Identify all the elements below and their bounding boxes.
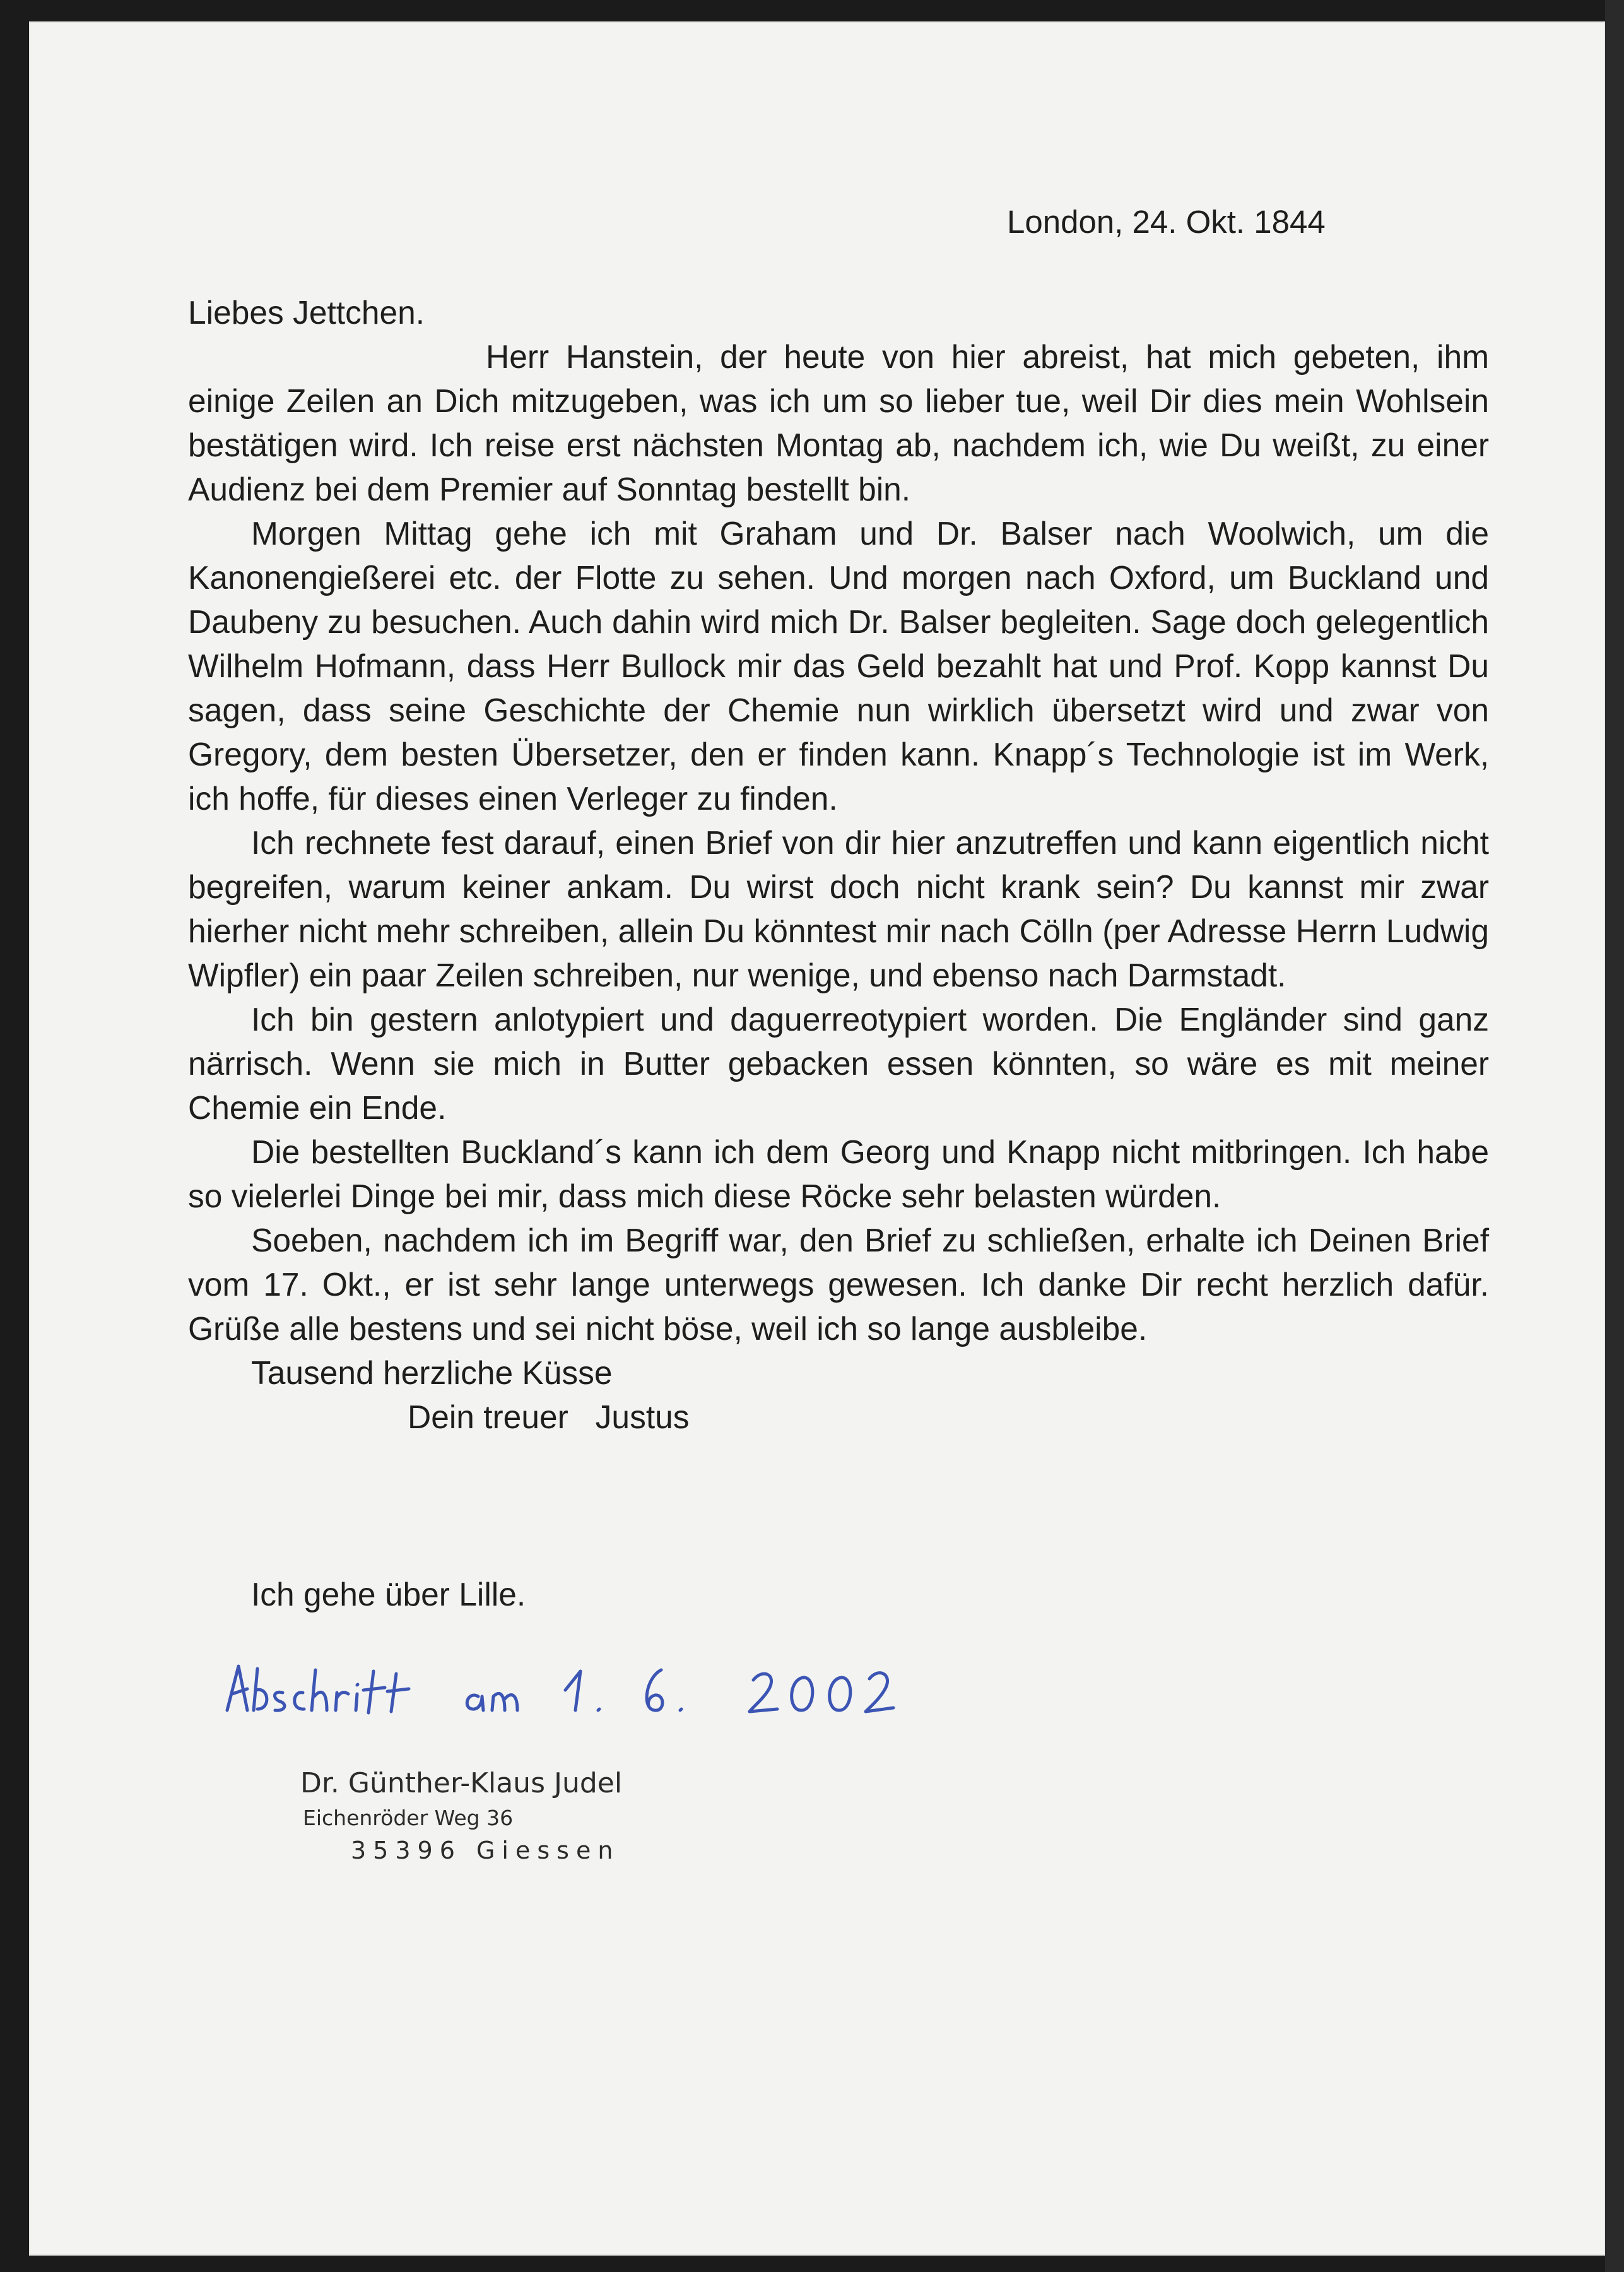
letter-closing: Tausend herzliche Küsse (251, 1354, 613, 1391)
letter-salutation: Liebes Jettchen. (188, 294, 425, 331)
stamp-city: 35396 Giessen (351, 1837, 620, 1864)
scan-edge (1605, 0, 1624, 2272)
letter-paragraph: Herr Hanstein, der heute von hier abreist, hat mich gebeten, ihm einige Zeilen an Dich mitzugeben, was ich um so lieber tue, weil Dir dies mein Wohlsein bestätigen wird. Ich reise erst nächsten Montag ab, nachdem ich, wie Du weißt, zu einer Audienz bei dem Premier auf Sonntag bestellt bin. (188, 338, 1489, 507)
letter-body (188, 290, 1489, 1439)
letter-signature: Dein treuer Justus (408, 1399, 690, 1435)
letter-paragraph: Ich bin gestern anlotypiert und daguerreotypiert worden. Die Engländer sind ganz närrisch. Wenn sie mich in Butter gebacken essen könnten, so wäre es mit meiner Chemie ein Ende. (188, 1001, 1489, 1126)
letter-paragraph: Die bestellten Buckland´s kann ich dem Georg und Knapp nicht mitbringen. Ich habe so vielerlei Dinge bei mir, dass mich diese Röcke sehr belasten würden. (188, 1133, 1489, 1214)
handwritten-note-drawing (220, 1652, 901, 1722)
letter-paragraph: Ich rechnete fest darauf, einen Brief von dir hier anzutreffen und kann eigentlich nicht begreifen, warum keiner ankam. Du wirst doch nicht krank sein? Du kannst mir zwar hierher nicht mehr schreiben, allein Du könntest mir nach Cölln (per Adresse Herrn Ludwig Wipfler) ein paar Zeilen schreiben, nur wenige, und ebenso nach Darmstadt. (188, 824, 1489, 993)
letter-postscript: Ich gehe über Lille. (251, 1576, 526, 1612)
address-stamp (300, 1765, 622, 1867)
letter-paragraph: Soeben, nachdem ich im Begriff war, den Brief zu schließen, erhalte ich Deinen Brief vom 17. Okt., er ist sehr lange unterwegs gewesen. Ich danke Dir recht herzlich dafür. Grüße alle bestens und sei nicht böse, weil ich so lange ausbleibe. (188, 1222, 1489, 1347)
stamp-name: Dr. Günther-Klaus Judel (300, 1767, 623, 1799)
stamp-street: Eichenröder Weg 36 (303, 1806, 514, 1830)
letter-paragraph: Morgen Mittag gehe ich mit Graham und Dr. Balser nach Woolwich, um die Kanonengießerei etc. der Flotte zu sehen. Und morgen nach Oxford, um Buckland und Daubeny zu besuchen. Auch dahin wird mich Dr. Balser begleiten. Sage doch gelegentlich Wilhelm Hofmann, dass Herr Bullock mir das Geld bezahlt hat und Prof. Kopp kannst Du sagen, dass seine Geschichte der Chemie nun wirklich übersetzt wird und zwar von Gregory, dem besten Übersetzer, den er finden kann. Knapp´s Technologie ist im Werk, ich hoffe, für dieses einen Verleger zu finden. (188, 515, 1489, 817)
handwritten-note (220, 1652, 901, 1722)
letter-dateline: London, 24. Okt. 1844 (1007, 204, 1326, 240)
